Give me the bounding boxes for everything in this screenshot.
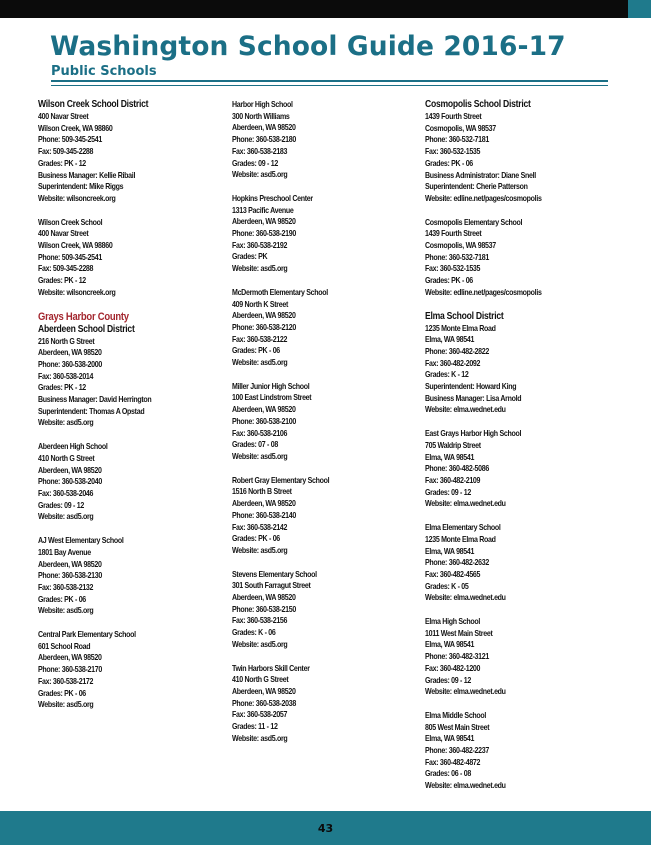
entry-line: Elma, WA 98541 xyxy=(425,546,475,556)
entry-line: McDermoth Elementary School xyxy=(232,287,328,297)
entry-line: Phone: 360-538-2190 xyxy=(232,229,296,239)
entry-line: Grades: 09 - 12 xyxy=(425,487,471,497)
entry-line: Phone: 360-538-2038 xyxy=(232,698,296,708)
directory-entry xyxy=(232,99,422,181)
entry-line: Website: elma.wednet.edu xyxy=(425,499,506,509)
entry-line: Fax: 360-538-2046 xyxy=(38,488,94,498)
page-subtitle: Public Schools xyxy=(51,64,157,79)
top-black-bar xyxy=(0,0,651,18)
entry-line: Phone: 360-482-5086 xyxy=(425,464,489,474)
entry-line: Grades: K - 12 xyxy=(425,370,469,380)
entry-line: Website: asd5.org xyxy=(232,170,288,180)
directory-entry xyxy=(232,287,422,369)
entry-line: Elma, WA 98541 xyxy=(425,452,475,462)
page-number: 43 xyxy=(317,822,334,835)
entry-line: 601 School Road xyxy=(38,641,91,651)
entry-line: Phone: 360-482-2822 xyxy=(425,346,489,356)
entry-line: Phone: 360-538-2100 xyxy=(232,416,296,426)
entry-line: Elma High School xyxy=(425,617,481,627)
entry-line: 705 Waldrip Street xyxy=(425,440,481,450)
directory-entry xyxy=(38,441,228,523)
entry-line: Superintendent: Mike Riggs xyxy=(38,182,124,192)
entry-line: Central Park Elementary School xyxy=(38,630,136,640)
entry-line: Grades: PK - 06 xyxy=(38,594,86,604)
entry-line: Website: asd5.org xyxy=(232,451,288,461)
entry-line: 1235 Monte Elma Road xyxy=(425,323,496,333)
entry-line: Business Manager: Lisa Arnold xyxy=(425,393,522,403)
entry-line: 1313 Pacific Avenue xyxy=(232,205,294,215)
district-heading: Wilson Creek School District xyxy=(38,99,149,110)
entry-line: Aberdeen, WA 98520 xyxy=(38,559,102,569)
entry-line: Aberdeen High School xyxy=(38,442,108,452)
entry-line: Grades: PK - 12 xyxy=(38,276,86,286)
entry-line: Grades: PK - 06 xyxy=(232,534,280,544)
directory-entry xyxy=(38,217,228,299)
entry-line: Grades: 06 - 08 xyxy=(425,769,471,779)
entry-line: Phone: 360-482-2632 xyxy=(425,558,489,568)
entry-line: Fax: 360-482-1200 xyxy=(425,663,481,673)
entry-line: 300 North Williams xyxy=(232,111,290,121)
entry-line: Miller Junior High School xyxy=(232,381,310,391)
directory-entry xyxy=(232,475,422,557)
entry-line: Website: asd5.org xyxy=(38,700,94,710)
entry-line: Cosmopolis, WA 98537 xyxy=(425,241,496,251)
entry-line: Phone: 360-538-2000 xyxy=(38,359,102,369)
directory-entry xyxy=(232,193,422,275)
entry-line: Phone: 360-532-7181 xyxy=(425,135,489,145)
entry-line: Website: asd5.org xyxy=(232,264,288,274)
entry-line: Grades: PK - 06 xyxy=(425,276,473,286)
entry-line: Business Manager: Kellie Ribail xyxy=(38,170,136,180)
entry-line: Grades: PK - 06 xyxy=(38,688,86,698)
entry-line: Website: elma.wednet.edu xyxy=(425,687,506,697)
entry-line: Website: elma.wednet.edu xyxy=(425,593,506,603)
entry-line: Aberdeen, WA 98520 xyxy=(38,348,102,358)
entry-line: Fax: 360-538-2106 xyxy=(232,428,288,438)
entry-line: Grades: 11 - 12 xyxy=(232,722,278,732)
entry-line: Website: edline.net/pages/cosmopolis xyxy=(425,193,542,203)
entry-line: 216 North G Street xyxy=(38,336,95,346)
entry-line: Harbor High School xyxy=(232,100,293,109)
entry-line: Phone: 360-538-2180 xyxy=(232,135,296,145)
entry-line: Website: elma.wednet.edu xyxy=(425,781,506,791)
entry-line: Website: asd5.org xyxy=(232,733,288,743)
entry-line: 100 East Lindstrom Street xyxy=(232,393,312,403)
entry-line: Aberdeen, WA 98520 xyxy=(232,686,296,696)
entry-line: Fax: 360-538-2142 xyxy=(232,522,288,532)
entry-line: Phone: 360-538-2150 xyxy=(232,604,296,614)
entry-line: Fax: 360-482-4872 xyxy=(425,757,481,767)
entry-line: Grades: K - 05 xyxy=(425,581,469,591)
district-heading: Elma School District xyxy=(425,310,504,322)
entry-line: Phone: 360-538-2040 xyxy=(38,477,102,487)
entry-line: 301 South Farragut Street xyxy=(232,581,311,591)
entry-line: Website: asd5.org xyxy=(38,606,94,616)
entry-line: Fax: 360-538-2172 xyxy=(38,676,94,686)
entry-line: Fax: 360-482-2092 xyxy=(425,358,481,368)
entry-line: Aberdeen, WA 98520 xyxy=(232,311,296,321)
district-heading: Aberdeen School District xyxy=(38,323,135,335)
entry-line: Wilson Creek, WA 98860 xyxy=(38,123,113,133)
entry-line: 805 West Main Street xyxy=(425,722,490,732)
entry-line: Website: edline.net/pages/cosmopolis xyxy=(425,287,542,297)
entry-line: Website: wilsoncreek.org xyxy=(38,287,116,297)
entry-line: Cosmopolis Elementary School xyxy=(425,217,523,227)
directory-entry xyxy=(38,311,228,430)
entry-line: Fax: 509-345-2288 xyxy=(38,264,94,274)
district-heading: Cosmopolis School District xyxy=(425,99,531,110)
directory-entry xyxy=(425,311,615,417)
entry-line: Phone: 509-345-2541 xyxy=(38,135,102,145)
entry-line: Fax: 360-482-2109 xyxy=(425,475,481,485)
entry-line: Aberdeen, WA 98520 xyxy=(232,405,296,415)
entry-line: Fax: 360-538-2132 xyxy=(38,582,94,592)
entry-line: Phone: 360-538-2130 xyxy=(38,571,102,581)
entry-line: Website: asd5.org xyxy=(232,358,288,368)
entry-line: Grades: 09 - 12 xyxy=(38,500,84,510)
directory-entry xyxy=(232,569,422,651)
entry-line: Website: asd5.org xyxy=(232,545,288,555)
entry-line: Business Manager: David Herrington xyxy=(38,395,152,405)
entry-line: 1801 Bay Avenue xyxy=(38,547,91,557)
entry-line: Grades: K - 06 xyxy=(232,628,276,638)
entry-line: Twin Harbors Skill Center xyxy=(232,663,310,673)
entry-line: Aberdeen, WA 98520 xyxy=(38,653,102,663)
entry-line: Cosmopolis, WA 98537 xyxy=(425,123,496,133)
entry-line: 400 Navar Street xyxy=(38,112,89,121)
entry-line: Grades: PK - 06 xyxy=(425,158,473,168)
entry-line: 410 North G Street xyxy=(232,675,289,685)
directory-entry xyxy=(38,99,228,205)
entry-line: 1516 North B Street xyxy=(232,487,292,497)
directory-entry xyxy=(425,428,615,510)
entry-line: Aberdeen, WA 98520 xyxy=(232,217,296,227)
entry-line: Fax: 360-538-2014 xyxy=(38,371,94,381)
entry-line: Website: asd5.org xyxy=(38,418,94,428)
entry-line: Website: elma.wednet.edu xyxy=(425,405,506,415)
entry-line: Elma Elementary School xyxy=(425,523,501,533)
directory-entry xyxy=(425,710,615,792)
entry-line: 1439 Fourth Street xyxy=(425,229,482,239)
column-3 xyxy=(425,99,615,804)
entry-line: Grades: 09 - 12 xyxy=(232,158,278,168)
column-1 xyxy=(38,99,228,723)
entry-line: Fax: 360-538-2122 xyxy=(232,334,288,344)
entry-line: Fax: 360-532-1535 xyxy=(425,147,481,157)
entry-line: 410 North G Street xyxy=(38,453,95,463)
column-2 xyxy=(232,99,422,756)
directory-entry xyxy=(232,381,422,463)
county-heading: Grays Harbor County xyxy=(38,310,129,323)
entry-line: Fax: 509-345-2288 xyxy=(38,147,94,157)
entry-line: Phone: 360-538-2120 xyxy=(232,322,296,332)
entry-line: Fax: 360-538-2183 xyxy=(232,146,288,156)
entry-line: Hopkins Preschool Center xyxy=(232,193,313,203)
entry-line: Grades: PK - 06 xyxy=(232,346,280,356)
top-teal-tab xyxy=(628,0,651,18)
entry-line: Phone: 360-538-2170 xyxy=(38,665,102,675)
entry-line: East Grays Harbor High School xyxy=(425,429,522,439)
entry-line: Grades: PK - 12 xyxy=(38,158,86,168)
entry-line: Website: wilsoncreek.org xyxy=(38,193,116,203)
entry-line: Aberdeen, WA 98520 xyxy=(232,123,296,133)
entry-line: Phone: 360-532-7181 xyxy=(425,252,489,262)
entry-line: 400 Navar Street xyxy=(38,229,89,239)
entry-line: Grades: 07 - 08 xyxy=(232,440,278,450)
header-rule xyxy=(51,80,608,82)
entry-line: Superintendent: Cherie Patterson xyxy=(425,182,528,192)
directory-entry xyxy=(425,616,615,698)
entry-line: Aberdeen, WA 98520 xyxy=(38,465,102,475)
entry-line: Fax: 360-538-2057 xyxy=(232,710,288,720)
directory-entry xyxy=(425,99,615,205)
entry-line: Phone: 360-482-2237 xyxy=(425,746,489,756)
entry-line: 409 North K Street xyxy=(232,299,289,309)
entry-line: Aberdeen, WA 98520 xyxy=(232,499,296,509)
entry-line: Elma, WA 98541 xyxy=(425,335,475,345)
entry-line: Elma, WA 98541 xyxy=(425,734,475,744)
entry-line: Fax: 360-532-1535 xyxy=(425,264,481,274)
entry-line: Elma, WA 98541 xyxy=(425,640,475,650)
entry-line: Grades: 09 - 12 xyxy=(425,675,471,685)
entry-line: Business Administrator: Diane Snell xyxy=(425,170,536,180)
directory-entry xyxy=(425,522,615,604)
directory-entry xyxy=(38,629,228,711)
entry-line: Superintendent: Howard King xyxy=(425,382,517,392)
page-title: Washington School Guide 2016-17 xyxy=(50,31,566,62)
entry-line: Website: asd5.org xyxy=(232,639,288,649)
entry-line: Aberdeen, WA 98520 xyxy=(232,593,296,603)
directory-entry xyxy=(425,217,615,299)
entry-line: Website: asd5.org xyxy=(38,512,94,522)
entry-line: Wilson Creek School xyxy=(38,217,103,227)
entry-line: Phone: 360-538-2140 xyxy=(232,510,296,520)
directory-entry xyxy=(232,663,422,745)
entry-line: 1235 Monte Elma Road xyxy=(425,534,496,544)
entry-line: Elma Middle School xyxy=(425,710,487,720)
entry-line: Fax: 360-538-2192 xyxy=(232,240,288,250)
entry-line: 1011 West Main Street xyxy=(425,628,493,638)
entry-line: Phone: 360-482-3121 xyxy=(425,652,489,662)
entry-line: Wilson Creek, WA 98860 xyxy=(38,241,113,251)
entry-line: Phone: 509-345-2541 xyxy=(38,252,102,262)
entry-line: Stevens Elementary School xyxy=(232,569,317,579)
entry-line: Superintendent: Thomas A Opstad xyxy=(38,406,145,416)
entry-line: AJ West Elementary School xyxy=(38,536,124,546)
directory-entry xyxy=(38,535,228,617)
entry-line: Grades: PK - 12 xyxy=(38,383,86,393)
entry-line: Robert Gray Elementary School xyxy=(232,475,330,485)
entry-line: Fax: 360-482-4565 xyxy=(425,569,481,579)
entry-line: 1439 Fourth Street xyxy=(425,112,482,121)
entry-line: Grades: PK xyxy=(232,252,268,262)
entry-line: Fax: 360-538-2156 xyxy=(232,616,288,626)
header-rule-thin xyxy=(51,85,608,86)
